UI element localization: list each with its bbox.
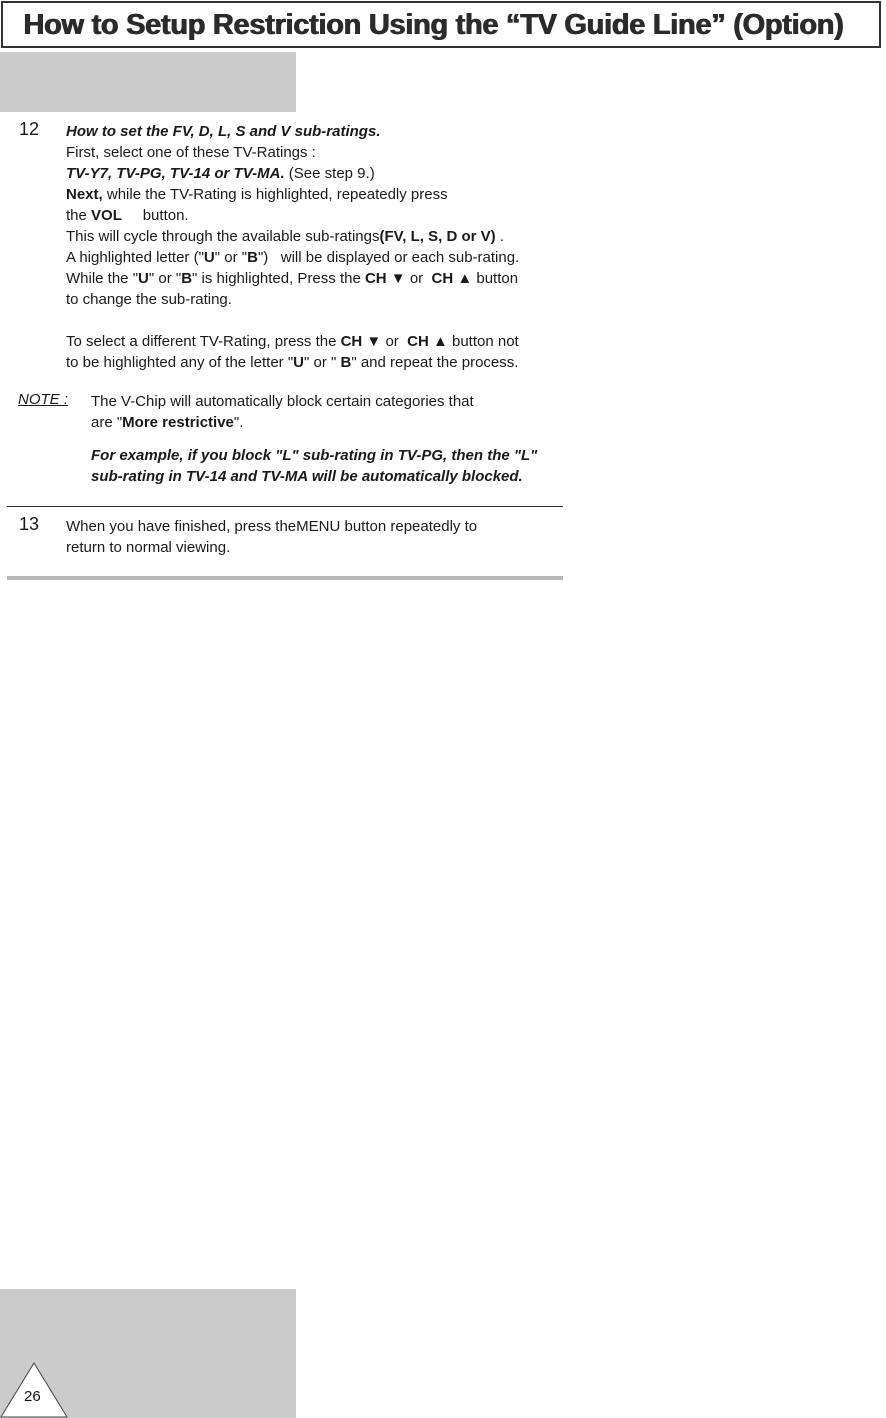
step-12-line-4: the VOL button.	[66, 207, 189, 224]
step-12-line-6: A highlighted letter ("U" or "B") will be displayed or each sub-rating.	[66, 249, 520, 266]
note-example-2: sub-rating in TV-14 and TV-MA will be automatically blocked.	[91, 468, 523, 485]
step-12-line-2: TV-Y7, TV-PG, TV-14 or TV-MA. (See step 9.)	[66, 165, 375, 182]
section-end-rule	[7, 576, 563, 580]
section-divider	[7, 506, 563, 507]
step-12-line-1: First, select one of these TV-Ratings :	[66, 144, 316, 161]
page-number: 26	[24, 1388, 41, 1405]
step-12-heading: How to set the FV, D, L, S and V sub-ratings.	[66, 123, 381, 140]
step-13-line-1: When you have finished, press theMENU button repeatedly to	[66, 518, 478, 535]
vol-button-label: VOL	[91, 207, 122, 224]
note-line-1: The V-Chip will automatically block certain categories that	[91, 393, 474, 410]
page-header	[1, 1, 881, 48]
step-12-line-9: To select a different TV-Rating, press the CH ▼ or CH ▲ button not	[66, 333, 519, 350]
note-line-2: are "More restrictive".	[91, 414, 244, 431]
step-number-12: 12	[19, 119, 40, 139]
ch-down-label: CH ▼	[364, 270, 406, 287]
step-13-line-2: return to normal viewing.	[66, 539, 231, 556]
step-12-line-8: to change the sub-rating.	[66, 291, 232, 308]
page-title: How to Setup Restriction Using the “TV Guide Line” (Option)	[23, 9, 844, 41]
note-example-1: For example, if you block "L" sub-rating in TV-PG, then the "L"	[91, 447, 538, 464]
note-label: NOTE :	[18, 391, 69, 408]
more-restrictive-text: More restrictive	[122, 414, 234, 431]
sub-ratings-list: (FV, L, S, D or V)	[379, 228, 496, 245]
step-12-line-10: to be highlighted any of the letter "U" or " B" and repeat the process.	[66, 354, 519, 371]
ch-up-label: CH ▲	[431, 270, 473, 287]
step-12-line-7: While the "U" or "B" is highlighted, Press the CH ▼ or CH ▲ button	[66, 270, 519, 287]
step-number-13: 13	[19, 514, 40, 534]
ratings-list: TV-Y7, TV-PG, TV-14 or TV-MA.	[66, 165, 285, 182]
menu-button-label: MENU	[296, 518, 341, 535]
step-12-line-3: Next, while the TV-Rating is highlighted, repeatedly press	[66, 186, 448, 203]
step-12-line-5: This will cycle through the available sub-ratings(FV, L, S, D or V) .	[66, 228, 504, 245]
gray-band-top	[0, 52, 296, 112]
